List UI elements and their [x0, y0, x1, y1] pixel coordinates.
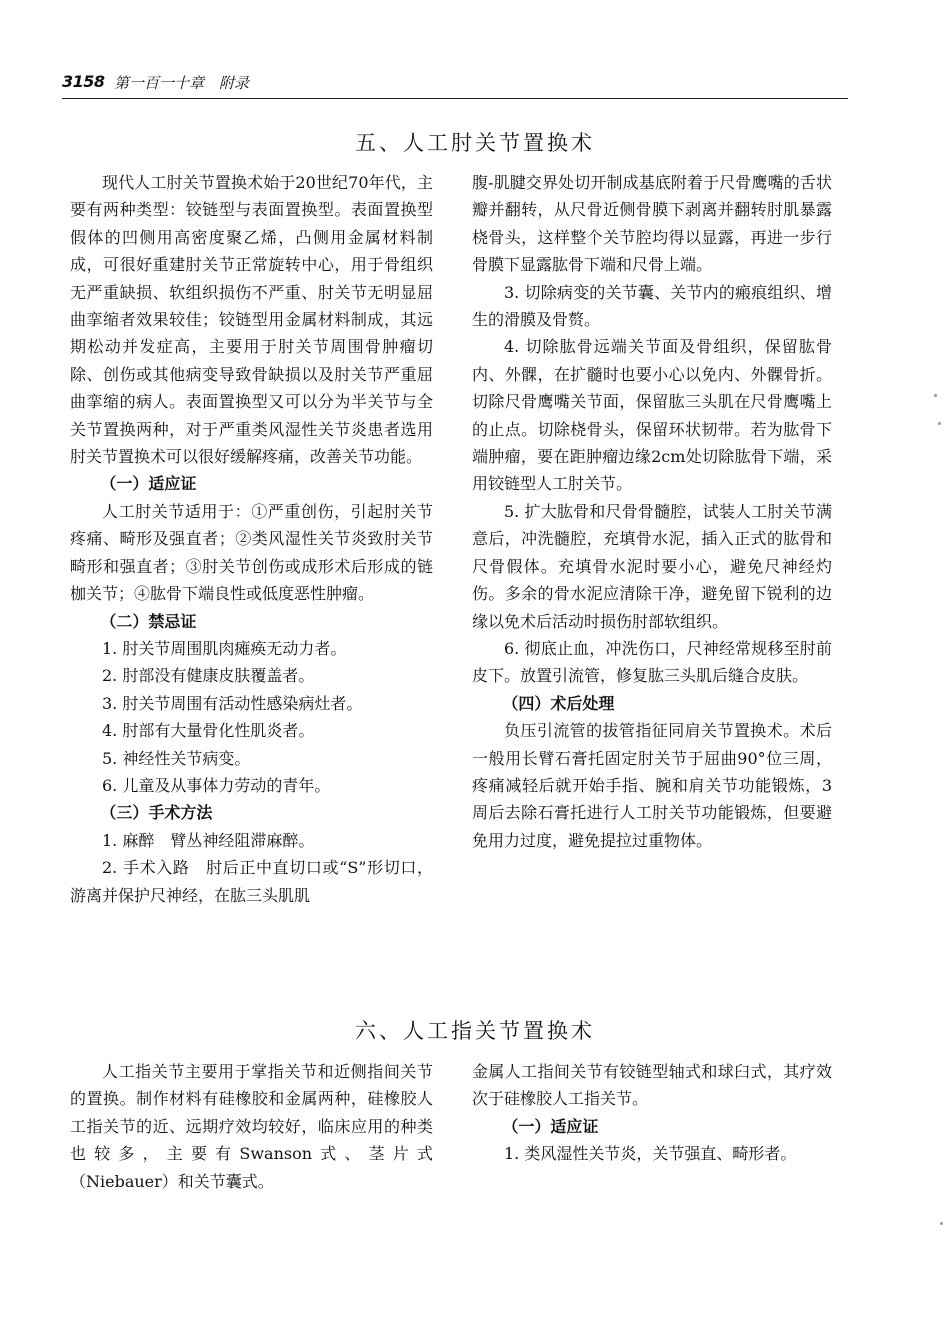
- numbered-item: 3. 切除病变的关节囊、关节内的瘢痕组织、增生的滑膜及骨赘。: [472, 282, 832, 330]
- page-number: 3158: [62, 72, 105, 91]
- section-title-finger: 六、人工指关节置换术: [355, 1019, 595, 1043]
- numbered-item: 4. 肘部有大量骨化性肌炎者。: [102, 721, 315, 741]
- numbered-item: 6. 儿童及从事体力劳动的青年。: [102, 775, 331, 795]
- body-paragraph: 负压引流管的拔管指征同肩关节置换术。术后一般用长臂石膏托固定肘关节于屈曲90°位三周，疼痛减轻后就开始手指、腕和肩关节功能锻炼，3周后去除石膏托进行人工肘关节功能锻炼，但要避免用力过度，避免提拉过重物体。: [472, 721, 832, 850]
- page-header: [62, 72, 862, 96]
- subsection-heading: （四）术后处理: [502, 693, 615, 713]
- scan-speck: [938, 422, 941, 425]
- subsection-heading: （一）适应证: [100, 474, 197, 494]
- chapter-title: 第一百一十章 附录: [114, 74, 250, 92]
- scan-speck: [940, 1222, 943, 1225]
- body-paragraph: 人工肘关节适用于：①严重创伤，引起肘关节疼痛、畸形及强直者；②类风湿性关节炎致肘关节畸形和强直者；③肘关节创伤或成形术后形成的链枷关节；④肱骨下端良性或低度恶性肿瘤。: [70, 501, 433, 604]
- numbered-item: 1. 麻醉 臂丛神经阻滞麻醉。: [102, 830, 315, 850]
- section6-right-column: [472, 1058, 832, 1168]
- scan-speck: [934, 394, 937, 397]
- numbered-item: 1. 肘关节周围肌肉瘫痪无动力者。: [102, 638, 347, 658]
- numbered-item: 5. 神经性关节病变。: [102, 748, 251, 768]
- header-rule: [62, 98, 848, 99]
- subsection-heading: （二）禁忌证: [100, 611, 197, 631]
- subsection-heading: （三）手术方法: [100, 803, 213, 823]
- numbered-item: 4. 切除肱骨远端关节面及骨组织，保留肱骨内、外髁，在扩髓时也要小心以免内、外髁骨折。切除尺骨鹰嘴关节面，保留肱三头肌在尺骨鹰嘴上的止点。切除桡骨头，保留环状韧带。若为肱骨下端肿瘤，要在距肿瘤边缘2cm处切除肱骨下端，采用铰链型人工肘关节。: [472, 337, 832, 494]
- numbered-item: 2. 手术入路 肘后正中直切口或“S”形切口，游离并保护尺神经，在肱三头肌肌: [70, 858, 433, 905]
- numbered-item: 6. 彻底止血，冲洗伤口，尺神经常规移至肘前皮下。放置引流管，修复肱三头肌后缝合皮肤。: [472, 638, 832, 686]
- continued-paragraph: 腹-肌腱交界处切开制成基底附着于尺骨鹰嘴的舌状瓣并翻转，从尺骨近侧骨膜下剥离并翻转肘肌暴露桡骨头，这样整个关节腔均得以显露，再进一步行骨膜下显露肱骨下端和尺骨上端。: [472, 173, 832, 275]
- subsection-heading: （一）适应证: [502, 1116, 599, 1136]
- numbered-item: 2. 肘部没有健康皮肤覆盖者。: [102, 666, 315, 686]
- numbered-item: 5. 扩大肱骨和尺骨骨髓腔，试装人工肘关节满意后，冲洗髓腔，充填骨水泥，插入正式的肱骨和尺骨假体。充填骨水泥时要小心，避免尺神经灼伤。多余的骨水泥应清除干净，避免留下锐利的边缘以免术后活动时损伤肘部软组织。: [472, 501, 832, 631]
- section-title-elbow: 五、人工肘关节置换术: [355, 131, 595, 155]
- continued-paragraph: 金属人工指间关节有铰链型轴式和球臼式，其疗效次于硅橡胶人工指关节。: [472, 1062, 832, 1109]
- section6-left-column: [70, 1058, 433, 1195]
- body-paragraph: 人工指关节主要用于掌指关节和近侧指间关节的置换。制作材料有硅橡胶和金属两种，硅橡胶人工指关节的近、远期疗效均较好，临床应用的种类也较多，主要有Swanson式、茎片式（Niebauer）和关节囊式。: [70, 1062, 433, 1191]
- section5-left-column: [70, 169, 433, 909]
- section5-right-column: [472, 169, 832, 854]
- body-paragraph: 现代人工肘关节置换术始于20世纪70年代，主要有两种类型：铰链型与表面置换型。表面置换型假体的凹侧用高密度聚乙烯，凸侧用金属材料制成，可很好重建肘关节正常旋转中心，用于骨组织无严重缺损、软组织损伤不严重、肘关节无明显屈曲挛缩者效果较佳；铰链型用金属材料制成，其远期松动并发症高，主要用于肘关节周围骨肿瘤切除、创伤或其他病变导致骨缺损以及肘关节严重屈曲挛缩的病人。表面置换型又可以分为半关节与全关节置换两种，对于严重类风湿性关节炎患者选用肘关节置换术可以很好缓解疼痛，改善关节功能。: [70, 173, 433, 467]
- numbered-item: 3. 肘关节周围有活动性感染病灶者。: [102, 693, 363, 713]
- numbered-item: 1. 类风湿性关节炎，关节强直、畸形者。: [504, 1144, 797, 1164]
